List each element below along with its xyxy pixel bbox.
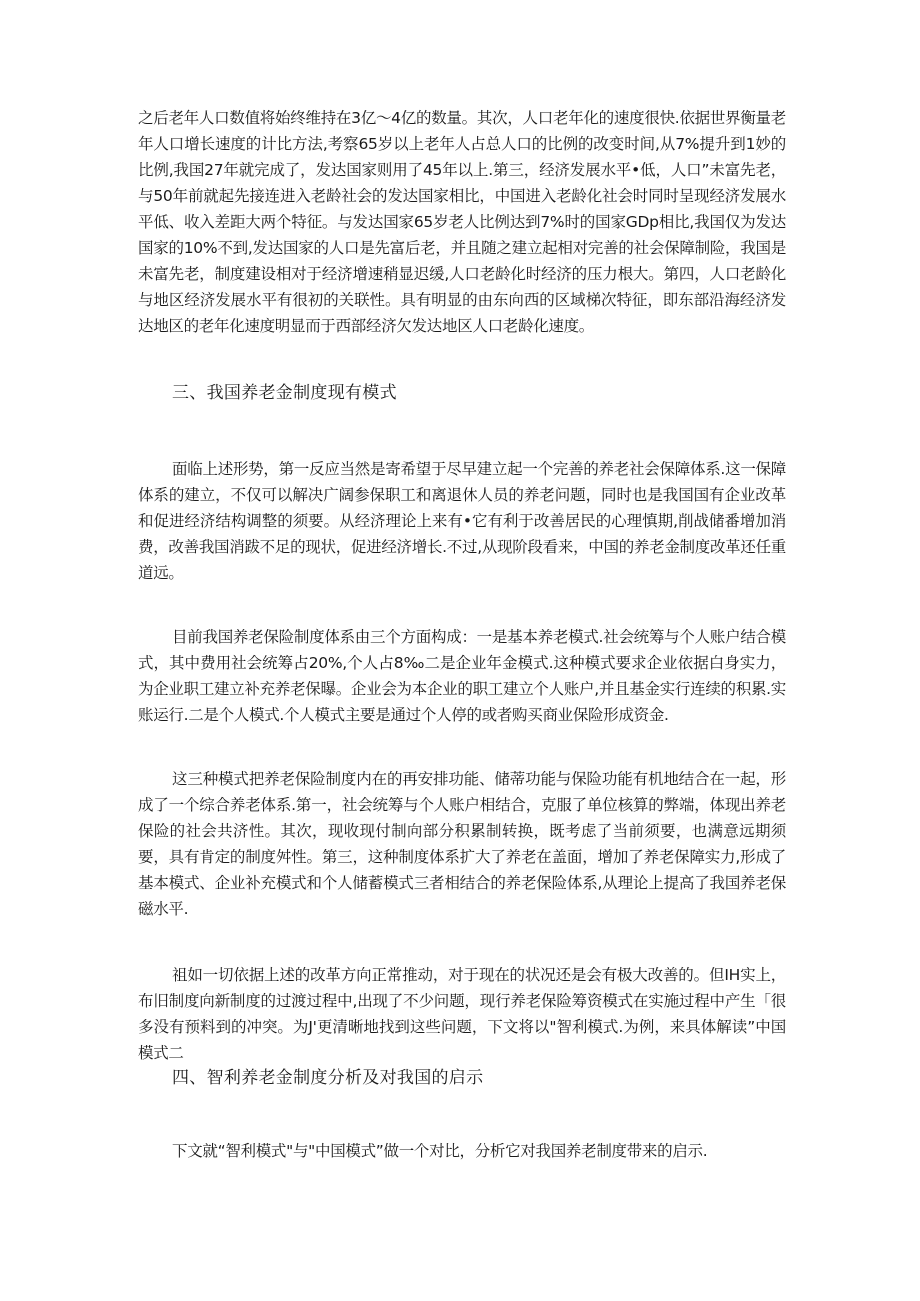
paragraph-three-modes: 这三种模式把养老保险制度内在的再安排功能、储蒂功能与保险功能有机地结合在一起，形成了一个综合养老体系.第一，社会统筹与个人账户相结合，克服了单位核算的弊端，体现出养老保险的社会共济性。其次，现收现付制向部分积累制转换，既考虑了当前须要，也满意远期须要，具有肯定的制度舛性。第三，这种制度体系扩大了养老在盖面，增加了养老保障实力,形成了基本模式、企业补充模式和个人储蓄模式三者相结合的养老保险体系,从理论上提高了我国养老保磁水平. [138,770,786,918]
section-heading-4: 四、智利养老金制度分析及对我国的启示 [172,1068,484,1088]
paragraph-comparison-intro: 下文就“智利模式"与"中国模式”做一个对比，分析它对我国养老制度带来的启示. [172,1142,708,1160]
paragraph-pension-need: 面临上述形势，第一反应当然是寄希望于尽早建立起一个完善的养老社会保障体系.这一保障体系的建立，不仅可以解决广阔参保职工和离退休人员的养老问题，同时也是我国国有企业改革和促进经济结构调整的须要。从经济理论上来有•它有利于改善居民的心理慎期,削战储番增加消费，改善我国消跋不足的现状，促进经济增长.不过,从现阶段看来，中国的养老金制度改革还任重道远。 [138,460,786,582]
paragraph-reform-issues: 祖如一切依据上述的改革方向正常推动，对于现在的状况还是会有极大改善的。但IH实上，布旧制度向新制度的过渡过程中,出现了不少问题，现行养老保险筹资模式在实施过程中产生「很多没有预料到的冲突。为J'更清晰地找到这些问题，下文将以"智利模式.为例，来具体解读”中国模式二 [138,966,786,1062]
paragraph-pension-structure: 目前我国养老保险制度体系由三个方面构成：一是基本养老模式.社会统筹与个人账户结合模式，其中费用社会统筹占20%,个人占8‰二是企业年金模式.这种模式要求企业依据白身实力，为企业职工建立补充养老保曝。企业会为本企业的职工建立个人账户,并且基金实行连续的积累.实账运行.二是个人模式.个人模式主要是通过个人停的或者购买商业保险形成资金. [138,628,786,724]
section-heading-3: 三、我国养老金制度现有模式 [172,383,397,403]
paragraph-aging-population: 之后老年人口数值将始终维持在3亿〜4亿的数量。其次，人口老年化的速度很快.依据世界衡量老年人口增长速度的计比方法,考察65岁以上老年人占总人口的比例的改变时间,从7%提升到1妙的比例,我国27年就完成了，发达国家则用了45年以上.第三，经济发展水平•低，人口”未富先老，与50年前就起先接连进入老龄社会的发达国家相比，中国进入老龄化社会时同时呈现经济发展水平低、收入差距大两个特征。与发达国家65岁老人比例达到7%时的国家GDp相比,我国仅为发达国家的10%不到,发达国家的人口是先富后老，并且随之建立起相对完善的社会保障制险，我国是未富先老，制度建设相对于经济增速稍显迟缓,人口老龄化时经济的压力根大。第四，人口老龄化与地区经济发展水平有很初的关联性。具有明显的由东向西的区域梯次特征，即东部沿海经济发达地区的老年化速度明显而于西部经济欠发达地区人口老龄化速度。 [138,109,786,335]
